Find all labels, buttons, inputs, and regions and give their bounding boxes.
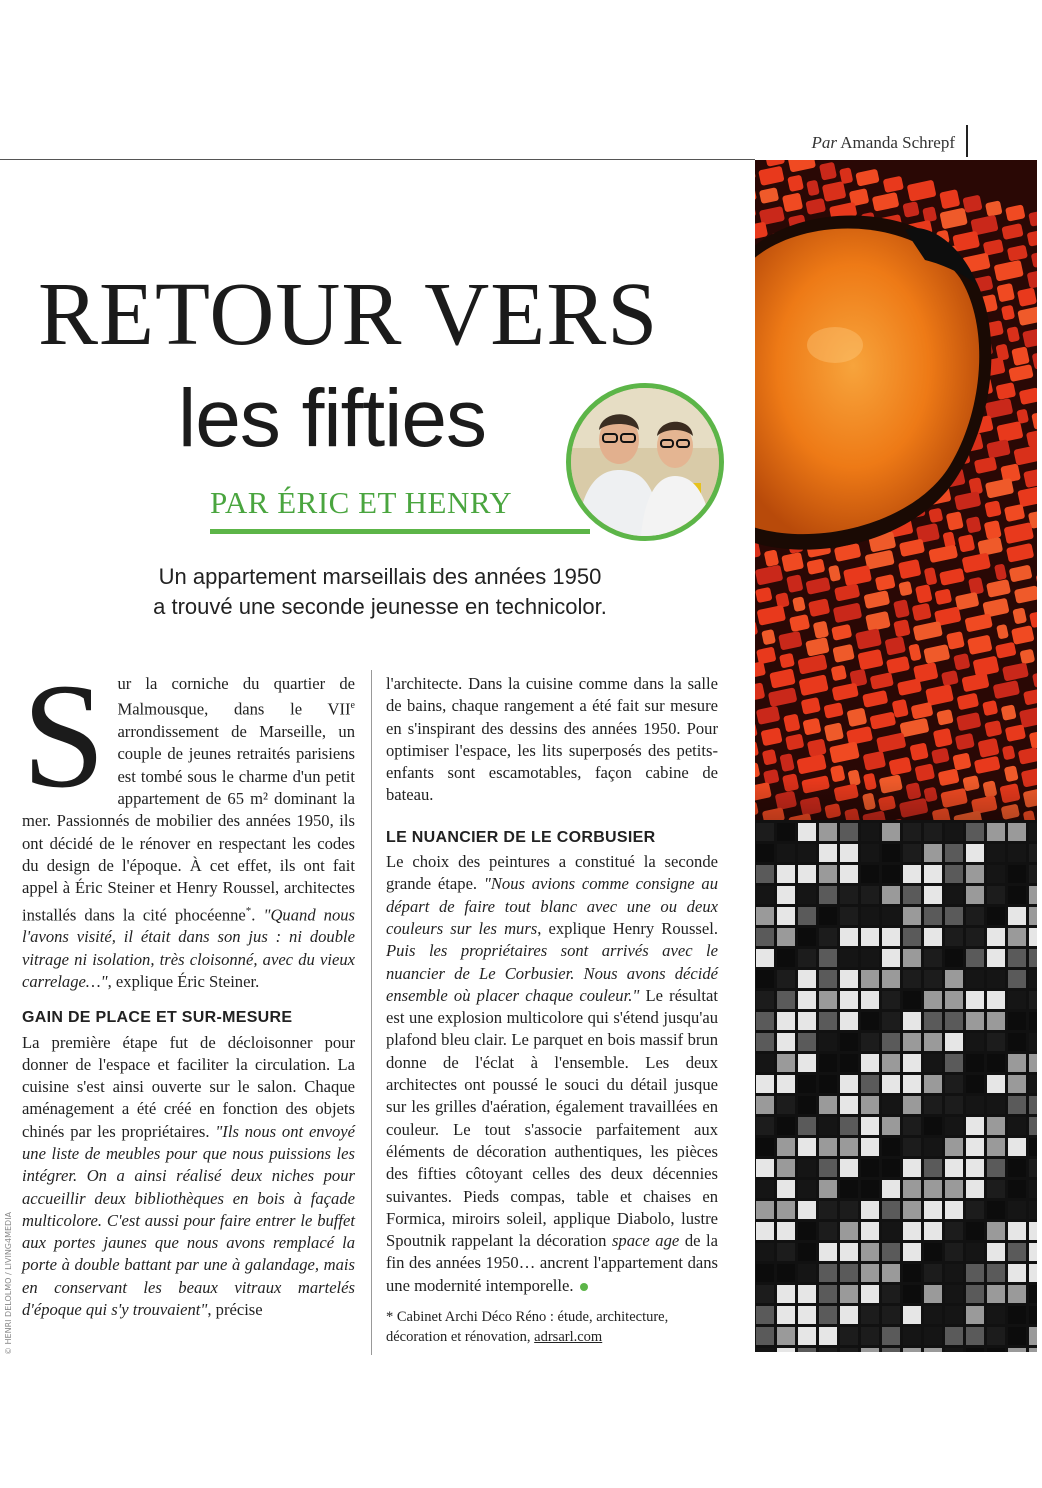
photo-credit: © HENRI DELOLMO / LIVING4MEDIA xyxy=(4,1211,13,1355)
portrait-illustration xyxy=(571,388,719,536)
quote-henry-1: "Nous avions comme consigne au départ de faire tout blanc avec une ou deux couleurs sur les murs xyxy=(386,874,718,938)
intro-text-c: . xyxy=(251,905,264,925)
intro-text-b: arrondissement de Marseille, un couple de jeunes retraités parisiens est tombé sous le charme d'un petit appartement de 65 m² dominant la mer. Passionnés de mobilier des années 1950, ils ont décidé de le rénover en respectant les codes du design de l'époque. À cet effet, ils ont fait appel à Éric Steiner et Henry Roussel, architectes installés dans la cité phocéenne xyxy=(22,722,355,925)
lede-line-2: a trouvé une seconde jeunesse en technicolor. xyxy=(153,594,607,619)
quote-henry-2: Puis les propriétaires sont arrivés avec le nuancier de Le Corbusier. Nous avons décidé ensemble où placer chaque couleur." xyxy=(386,941,718,1005)
paragraph-decloisonner xyxy=(22,1032,355,1322)
footnote xyxy=(386,1307,718,1347)
lede xyxy=(60,562,700,622)
column-divider xyxy=(371,670,372,1355)
footnote-text: * Cabinet Archi Déco Réno : étude, architecture, décoration et rénovation, xyxy=(386,1309,669,1346)
article-column-1 xyxy=(22,653,356,1321)
headline-line-2: les fifties xyxy=(178,373,486,464)
intro-text-a: ur la corniche du quartier de Malmousque, dans le VII xyxy=(117,674,355,719)
paragraph-peintures-c: Le résultat est une explosion multicolore qui s'étend jusqu'au plafond bleu clair. Le parquet en bois massif brun donne de l'éclat à l'ensemble. Les deux architectes ont poussé le souci du détail jusque sur les grilles d'aération, également travaillées en couleur. Le tout s'associe parfaitement aux éléments de décoration authentiques, les pièces des fifties côtoyant celles des deux décennies suivantes. Pieds compas, table et chaises en Formica, miroirs soleil, applique Diabolo, lustre Spoutnik rappelant la décoration xyxy=(386,985,719,1251)
end-mark-icon xyxy=(580,1283,588,1291)
top-rule xyxy=(0,159,755,160)
subtitle-underline xyxy=(210,529,590,534)
intro-superscript: e xyxy=(350,700,355,712)
section-heading-gain-de-place: GAIN DE PLACE ET SUR-MESURE xyxy=(22,1009,293,1027)
quote-eric-1-attribution: , explique Éric Steiner. xyxy=(107,971,260,991)
article-column-2 xyxy=(386,673,718,1347)
lede-line-1: Un appartement marseillais des années 1950 xyxy=(158,564,602,589)
headline-line-1: RETOUR VERS xyxy=(38,265,659,364)
quote-architect-2-attribution: , précise xyxy=(207,1300,263,1320)
hero-photo xyxy=(755,160,1037,1352)
space-age-term: space age xyxy=(611,1231,680,1251)
paragraph-rangement: l'architecte. Dans la cuisine comme dans la salle de bains, chaque rangement a été fait sur mesure en s'inspirant des dessins des années 1950. Pour optimiser l'espace, les lits superposés des petits-enfants sont escamotables, façon cabine de bateau. xyxy=(386,674,718,805)
architects-portrait xyxy=(566,383,724,541)
byline-prefix: Par xyxy=(811,133,837,152)
footnote-link[interactable]: adrsarl.com xyxy=(534,1329,603,1346)
byline-rule xyxy=(966,125,968,157)
quote-architect-2: "Ils nous ont envoyé une liste de meubles pour que nous puissions les intégrer. On a ainsi réalisé deux niches pour accueillir deux bibliothèques en bois à façade multicolore. C'est aussi pour faire entrer le buffet aux portes jaunes que nous avons remplacé la porte à double battant par une à galandage, mais en conservant les beaux vitraux martelés d'époque qui s'y trouvaient" xyxy=(22,1121,355,1320)
intro-paragraph xyxy=(22,653,356,993)
hero-photo-illustration xyxy=(755,160,1037,1352)
paragraph-decloisonner-text: La première étape fut de décloisonner pour donner de l'espace et faciliter la circulation. La cuisine s'est ainsi ouverte sur le salon. Chaque aménagement a été créé en fonction des objets chinés par les propriétaires. xyxy=(22,1032,355,1141)
footnote-marker: * xyxy=(245,904,252,917)
byline xyxy=(760,133,955,153)
section-heading-nuancier: LE NUANCIER DE LE CORBUSIER xyxy=(386,828,656,846)
paragraph-peintures-b: , explique Henry Roussel. xyxy=(537,918,718,938)
byline-author: Amanda Schrepf xyxy=(840,133,955,152)
drop-cap: S xyxy=(22,653,106,819)
quote-eric-1: "Quand nous l'avons visité, il était dans son jus : ni double vitrage ni isolation, très cloisonné, avec du vieux carrelage…" xyxy=(22,905,356,991)
subtitle: PAR ÉRIC ET HENRY xyxy=(210,485,513,520)
paragraph-peintures-a: Le choix des peintures a constitué la seconde grande étape. xyxy=(386,852,718,894)
paragraph-peintures xyxy=(386,851,718,1297)
paragraph-peintures-d: de la fin des années 1950… ancrent l'appartement dans une modernité intemporelle. xyxy=(386,1231,719,1295)
